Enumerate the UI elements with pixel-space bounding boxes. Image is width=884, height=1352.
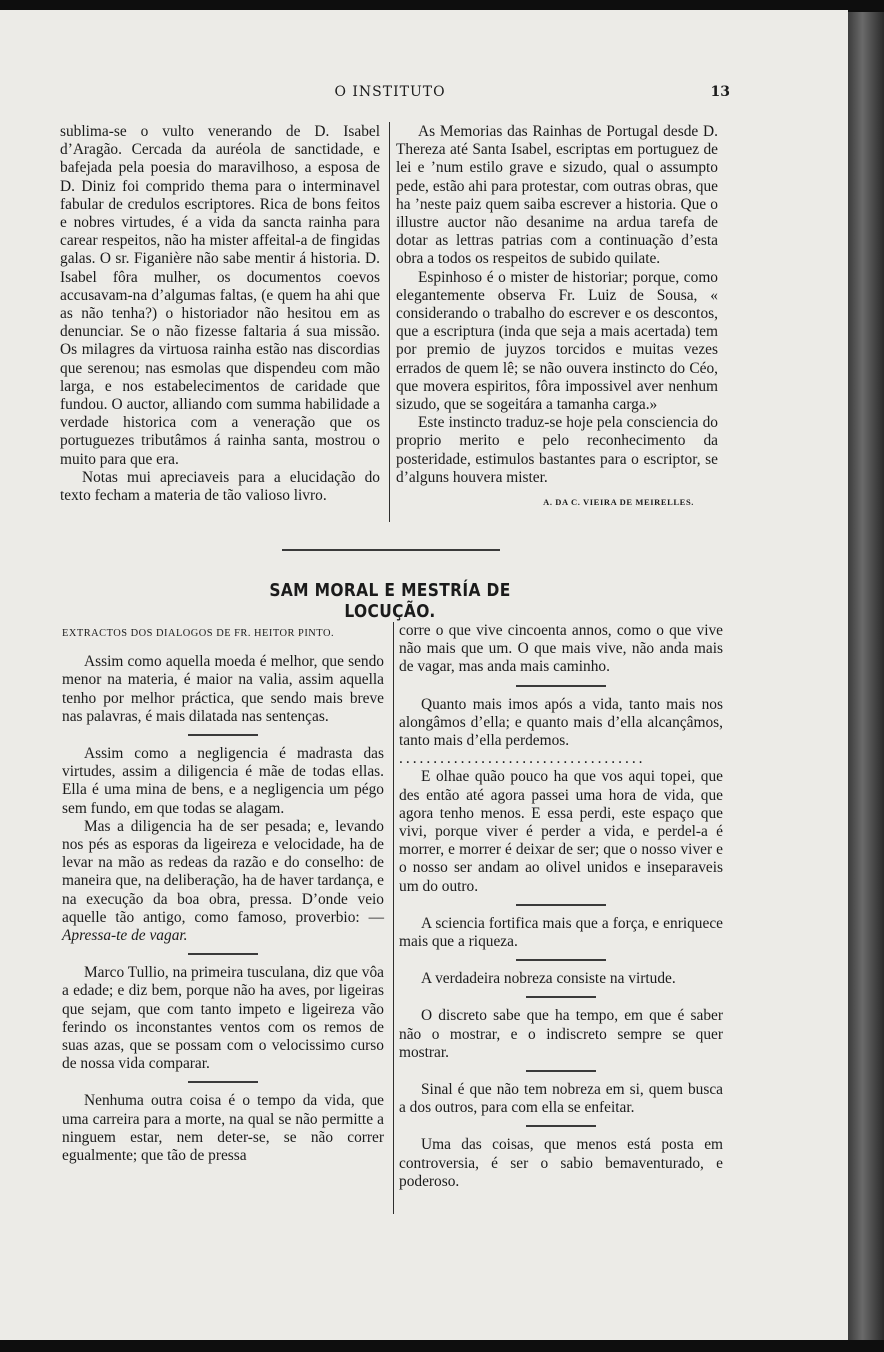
- ornament-rule: [526, 1125, 596, 1127]
- bottom-right-column: [399, 622, 723, 1191]
- ornament-rule: [188, 953, 258, 955]
- top-left-column: [60, 123, 380, 505]
- paragraph: sublima-se o vulto venerando de D. Isabel d’Aragão. Cercada da auréola de sanctidade, e bafejada pela poesia do maravilhoso, a esposa de D. Diniz foi comprido thema para o interminavel fabular de credulos escriptores. Rica de bons feitos e nobres virtudes, é a vida da sancta rainha para carear respeitos, não ha mister affeital-a de fingidas galas. O sr. Figanière não sabe mentir á historia. D. Isabel fôra mulher, os documentos coevos accusavam-na d’algumas faltas, (e quem ha ahi que as não tenha?) o historiador não hesitou em as denunciar. Se o não fizesse faltaria á sua missão. Os milagres da virtuosa rainha estão nas discordias que serenou; nas esmolas que dispendeu com mão larga, e nos estabelecimentos de caridade que fundou. O auctor, alliando com summa habilidade a verdade historica com a veneração que os portuguezes tributâmos á rainha santa, mostrou o muito para que era.: [60, 123, 380, 468]
- proverb: Apressa-te de vagar.: [62, 927, 188, 945]
- section-title: SAM MORAL E MESTRÍA DE LOCUÇÃO.: [269, 580, 511, 622]
- paragraph: Sinal é que não tem nobreza em si, quem busca a dos outros, para com ella se enfeitar.: [399, 1081, 723, 1117]
- page-number: 13: [710, 84, 730, 100]
- paragraph: Quanto mais imos após a vida, tanto mais nos alongâmos d’ella; e quanto mais d’ella alcançâmos, tanto mais d’ella perdemos.: [399, 695, 723, 750]
- column-rule-top: [389, 122, 390, 522]
- paragraph: corre o que vive cincoenta annos, como o que vive não mais que um. O que mais vive, não anda mais de vagar, mas anda mais caminho.: [399, 622, 723, 676]
- running-header-title: O INSTITUTO: [334, 84, 446, 100]
- book-spine: [848, 12, 884, 1340]
- ellipsis-row: ....................................: [399, 750, 646, 768]
- ornament-rule: [188, 1081, 258, 1083]
- ornament-rule: [516, 685, 606, 687]
- column-rule-bottom: [393, 622, 394, 1214]
- paragraph: Uma das coisas, que menos está posta em controversia, é ser o sabio bemaventurado, e poderoso.: [399, 1136, 723, 1190]
- ornament-rule: [526, 1070, 596, 1072]
- ornament-rule: [516, 904, 606, 906]
- paragraph: A sciencia fortifica mais que a força, e enriquece mais que a riqueza.: [399, 914, 723, 951]
- paragraph: Marco Tullio, na primeira tusculana, diz que vôa a edade; e diz bem, porque não ha aves, por ligeiras que sejam, que com tanto impeto e ligeireza vão ferindo os inconstantes ventos com os remos de suas azas, que se possam com o velocissimo curso de nossa vida comparar.: [62, 964, 384, 1073]
- top-right-column: [396, 123, 718, 511]
- paragraph: Espinhoso é o mister de historiar; porque, como elegantemente observa Fr. Luiz de Sousa, « considerando o trabalho do escrever e os descontos, que a escriptura (inda que seja a mais acertada) tem por premio de juyzos torcidos e muitas vezes errados de quem lê; se não ouvera instincto do Céo, que movera espiritos, fôra impossivel aver nenhum sizudo, que se sogeitára a tamanha carga.»: [396, 268, 718, 414]
- paragraph: Este instincto traduz-se hoje pela consciencia do proprio merito e pelo reconhecimento da posteridade, estimulos bastantes para o escriptor, se d’alguns houvera mister.: [396, 414, 718, 486]
- paragraph: O discreto sabe que ha tempo, em que é saber não o mostrar, e o indiscreto sempre se quer mostrar.: [399, 1007, 723, 1061]
- paragraph: [62, 818, 384, 945]
- ornament-rule: [526, 996, 596, 998]
- paragraph-text: Mas a diligencia ha de ser pesada; e, levando nos pés as esporas da ligeireza e velocidade, ha de levar na mão as redeas da razão e do conselho: de maneira que, na deliberação, ha de haver tardança, e na execução da boa obra, pressa. D’onde veio aquelle tão antigo, como famoso, proverbio: —: [62, 817, 384, 926]
- section-divider: [282, 549, 500, 551]
- ornament-rule: [516, 959, 606, 961]
- paragraph: E olhae quão pouco ha que vos aqui topei, que des então até agora passei uma hora de vida, que agora tenho menos. E essa perdi, este espaço que vivi, porque viver é perder a vida, e perdel-a é morrer, e morrer é deixar de ser; que o nosso viver e o nosso ser andam ao olivel unidos e inseparaveis um do outro.: [399, 768, 723, 895]
- author-signature: A. DA C. VIEIRA DE MEIRELLES.: [543, 497, 694, 508]
- bottom-left-column: [62, 625, 384, 1165]
- paragraph: Nenhuma outra coisa é o tempo da vida, que uma carreira para a morte, na qual se não permitte a ninguem estar, nem deter-se, se não correr egualmente; que tão de pressa: [62, 1092, 384, 1165]
- paragraph: Assim como aquella moeda é melhor, que sendo menor na materia, é maior na valia, assim aquella tenho por melhor práctica, que sendo mais breve nas palavras, é mais dilatada nas sentenças.: [62, 653, 384, 725]
- paragraph: As Memorias das Rainhas de Portugal desde D. Thereza até Santa Isabel, escriptas em portuguez de lei e ’num estilo grave e sizudo, qual o assumpto pede, estão ahi para protestar, com outras obras, que ha ’neste paiz quem saiba escrever a historia. Que o illustre auctor não desanime na ardua tarefa de dotar as lettras patrias com a continuação d’esta obra a todos os respeitos de subido quilate.: [396, 123, 718, 268]
- paragraph: Notas mui apreciaveis para a elucidação do texto fecham a materia de tão valioso livro.: [60, 468, 380, 505]
- paragraph: A verdadeira nobreza consiste na virtude.: [421, 970, 676, 988]
- paragraph: Assim como a negligencia é madrasta das virtudes, assim a diligencia é mãe de todas ellas. Ella é uma mina de bens, e a negligencia um pégo sem fundo, em que todas se alagam.: [62, 745, 384, 817]
- section-subtitle: EXTRACTOS DOS DIALOGOS DE FR. HEITOR PINTO.: [62, 628, 335, 639]
- ornament-rule: [188, 734, 258, 736]
